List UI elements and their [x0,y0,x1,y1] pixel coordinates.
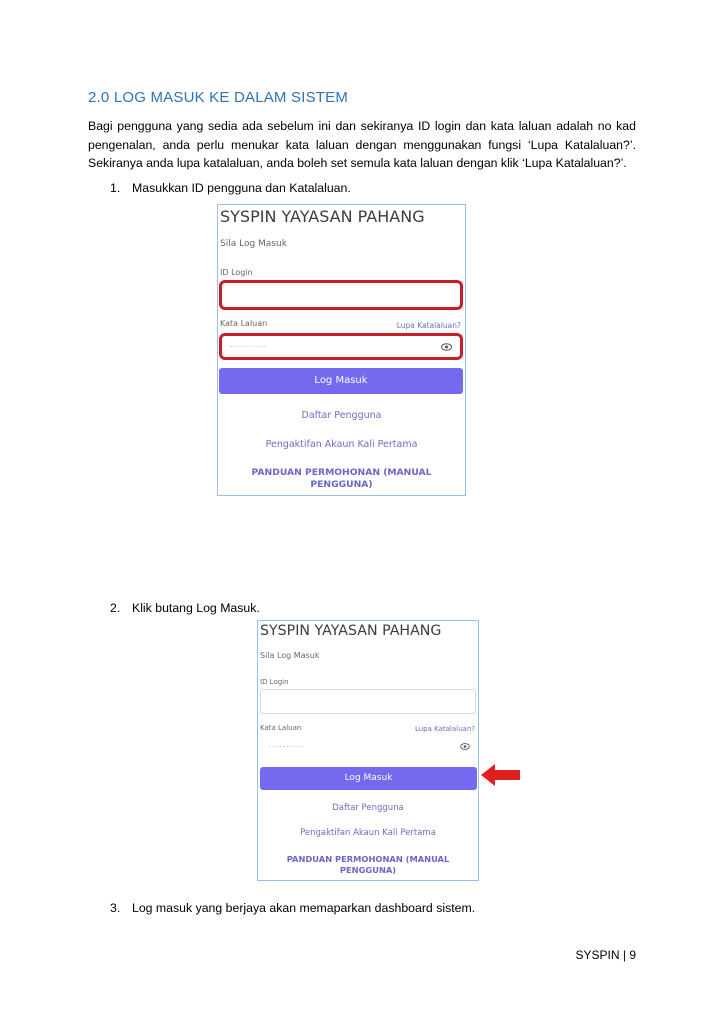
password-label: Kata Laluan [220,319,268,328]
forgot-password-link[interactable]: Lupa Katalaluan? [396,321,461,330]
section-heading: 2.0 LOG MASUK KE DALAM SISTEM [88,89,349,106]
id-login-input[interactable] [219,280,463,310]
step-text: Log masuk yang berjaya akan memaparkan dashboard sistem. [132,901,476,915]
user-manual-link[interactable] [258,854,478,876]
step-3 [110,901,475,915]
activate-account-link[interactable]: Pengaktifan Akaun Kali Pertama [300,828,436,838]
step-number: 2. [110,601,121,615]
id-login-input[interactable] [260,689,476,714]
eye-icon[interactable] [460,743,470,750]
register-link[interactable]: Daftar Pengguna [301,410,382,421]
register-link[interactable]: Daftar Pengguna [332,803,404,813]
eye-icon[interactable] [441,343,452,351]
intro-text: Bagi pengguna yang sedia ada sebelum ini dan sekiranya ID login dan kata laluan adalah no kad pengenalan, anda perlu menukar kata laluan dengan menggunakan fungsi ‘Lupa Katalaluan?’. Sekiranya anda lupa katalaluan, anda boleh set semula kata laluan dengan klik ‘Lupa Katalaluan?’. [88,119,636,170]
step-1 [110,181,351,195]
password-input[interactable] [219,333,463,360]
step-number: 1. [110,181,121,195]
manual-line-1: PANDUAN PERMOHONAN (MANUAL [251,467,432,478]
password-mask: ·········· [268,742,305,751]
manual-line-1: PANDUAN PERMOHONAN (MANUAL [286,854,450,864]
app-title: SYSPIN YAYASAN PAHANG [260,623,442,639]
page-footer: SYSPIN | 9 [575,948,636,962]
id-login-label: ID Login [220,268,253,277]
password-mask: ·········· [230,342,267,351]
intro-paragraph [88,117,636,173]
activate-account-link[interactable]: Pengaktifan Akaun Kali Pertama [265,439,418,450]
manual-line-2: PENGGUNA) [339,865,397,876]
login-subtitle: Sila Log Masuk [260,651,320,660]
step-text: Klik butang Log Masuk. [132,601,260,615]
login-button[interactable]: Log Masuk [260,767,477,790]
password-label: Kata Laluan [260,724,302,732]
login-screenshot-2 [257,620,479,881]
login-button[interactable]: Log Masuk [219,368,463,394]
app-title: SYSPIN YAYASAN PAHANG [220,207,425,226]
step-text: Masukkan ID pengguna dan Katalaluan. [132,181,351,195]
login-screenshot-1 [217,204,466,496]
step-2 [110,601,260,615]
forgot-password-link[interactable]: Lupa Katalaluan? [414,725,475,733]
manual-line-2: PENGGUNA) [310,479,373,491]
id-login-label: ID Login [260,678,289,686]
arrow-left-icon [481,763,521,787]
step-number: 3. [110,901,121,915]
login-subtitle: Sila Log Masuk [220,239,287,249]
user-manual-link[interactable] [218,467,465,492]
password-input[interactable] [260,736,476,759]
